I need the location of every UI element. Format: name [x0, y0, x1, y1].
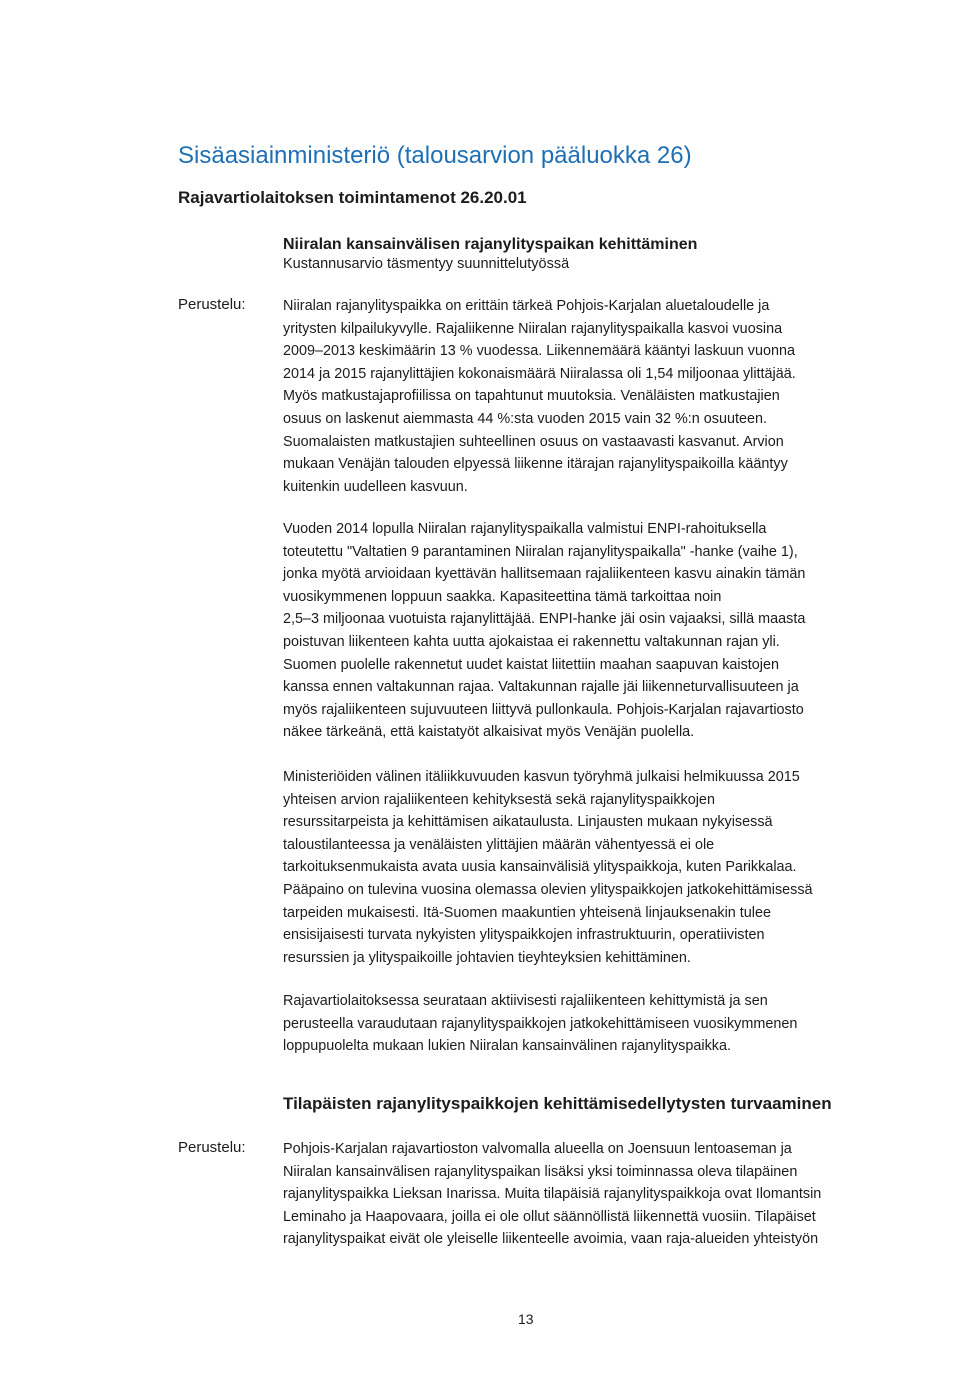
text-line: osuus on laskenut aiemmasta 44 %:sta vuoden 2015 vain 32 %:n osuuteen. — [283, 410, 768, 427]
text-line: myös rajaliikenteen sujuvuuteen liittyvä pullonkaula. Pohjois-Karjalan rajavartiosto — [283, 701, 804, 718]
paragraph — [283, 766, 883, 969]
text-line: näkee tärkeänä, että kaistatyöt alkaisivat myös Venäjän puolella. — [283, 724, 695, 741]
text-line: Myös matkustajaprofiilissa on tapahtunut muutoksia. Venäläisten matkustajien — [283, 388, 780, 405]
text-line: rajanylityspaikka Lieksan Inarissa. Muita tilapäisiä rajanylityspaikkoja ovat Ilomantsin — [283, 1186, 822, 1203]
text-line: loppupuolelta mukaan lukien Niiralan kansainvälinen rajanylityspaikka. — [283, 1038, 731, 1055]
text-line: Rajavartiolaitoksessa seurataan aktiivisesti rajaliikenteen kehittymistä ja sen — [283, 993, 768, 1009]
text-line: Suomen puolelle rakennetut uudet kaistat liitettiin maahan saapuvan kaistojen — [283, 656, 779, 673]
paragraph — [283, 518, 883, 744]
paragraph — [283, 295, 883, 498]
text-line: Suomalaisten matkustajien suhteellinen osuus on vastaavasti kasvanut. Arvion — [283, 433, 784, 450]
text-line: Leminaho ja Haapovaara, joilla ei ole ollut säännöllistä liikennettä vuosiin. Tilapäiset — [283, 1208, 816, 1225]
text-line: tarkoituksenmukaista avata uusia kansainvälisiä ylityspaikkoja, kuten Parikkalaa. — [283, 859, 797, 876]
text-line: jonka myötä arvioidaan kyettävän hallitsemaan rajaliikenteen kasvu ainakin tämän — [283, 566, 806, 583]
text-line: yritysten kilpailukyvylle. Rajaliikenne Niiralan rajanylityspaikalla kasvoi vuosina — [283, 320, 783, 337]
paragraph — [283, 1138, 883, 1251]
text-line: Niiralan kansainvälisen rajanylityspaikan lisäksi yksi toiminnassa oleva tilapäinen — [283, 1163, 798, 1180]
text-line: perusteella varaudutaan rajanylityspaikkojen jatkokehittämiseen vuosikymmenen — [283, 1015, 798, 1032]
text-line: 2009–2013 keskimäärin 13 % vuodessa. Liikennemäärä kääntyi laskuun vuonna — [283, 343, 795, 360]
text-line: Ministeriöiden välinen itäliikkuvuuden kasvun työryhmä julkaisi helmikuussa 2015 — [283, 769, 800, 785]
text-line: kuitenkin uudelleen kasvuun. — [283, 478, 468, 495]
text-line: ensisijaisesti turvata nykyisten ylityspaikkojen infrastruktuurin, operatiivisten — [283, 927, 765, 944]
text-line: 2014 ja 2015 rajanylittäjien kokonaismäärä Niiralassa oli 1,54 miljoonaa ylittäjää. — [283, 365, 796, 382]
text-line: Vuoden 2014 lopulla Niiralan rajanylityspaikalla valmistui ENPI-rahoituksella — [283, 521, 767, 537]
text-line: kanssa ennen valtakunnan rajaa. Valtakunnan rajalle jäi liikenneturvallisuuteen ja — [283, 679, 799, 696]
budget-item-heading: Rajavartiolaitoksen toimintamenot 26.20.01 — [178, 188, 527, 207]
text-line: poistuvan liikenteen kahta uutta ajokaistaa ei rakennettu valtakunnan rajan yli. — [283, 633, 780, 650]
text-line: Pääpaino on tulevina vuosina olemassa olevien ylityspaikkojen jatkokehittämisessä — [283, 881, 813, 898]
text-line: Niiralan rajanylityspaikka on erittäin tärkeä Pohjois-Karjalan aluetaloudelle ja — [283, 298, 770, 314]
text-line: tarpeiden mukaisesti. Itä-Suomen maakuntien yhteisenä linjauksenakin tulee — [283, 904, 771, 921]
text-line: 2,5–3 miljoonaa vuotuista rajanylittäjää. ENPI-hanke jäi osin vajaaksi, sillä maasta — [283, 611, 806, 628]
text-line: yhteisen arvion rajaliikenteen kehityksestä sekä rajanylityspaikkojen — [283, 791, 715, 808]
text-line: taloustilanteessa ja venäläisten ylittäjien määrän vähentyessä ei ole — [283, 836, 715, 853]
text-line: vuosikymmenen loppuun saakka. Kapasiteettina tämä tarkoittaa noin — [283, 588, 722, 605]
section-2-label: Perustelu: — [178, 1139, 246, 1156]
section-1-label: Perustelu: — [178, 296, 246, 313]
section-2-title: Tilapäisten rajanylityspaikkojen kehittämisedellytysten turvaaminen — [283, 1094, 832, 1113]
section-1-title: Niiralan kansainvälisen rajanylityspaikan kehittäminen — [283, 236, 698, 253]
page-title: Sisäasiainministeriö (talousarvion pääluokka 26) — [178, 142, 692, 169]
text-line: resurssien ja ylityspaikoille johtavien tieyhteyksien kehittäminen. — [283, 949, 691, 966]
text-line: resurssitarpeista ja kehittämisen aikataulusta. Linjausten mukaan nykyisessä — [283, 814, 773, 831]
text-line: rajanylityspaikat eivät ole yleiselle liikenteelle avoimia, vaan raja-alueiden yhteistyön — [283, 1231, 819, 1248]
section-1-subtitle: Kustannusarvio täsmentyy suunnittelutyössä — [283, 256, 570, 272]
text-line: Pohjois-Karjalan rajavartioston valvomalla alueella on Joensuun lentoaseman ja — [283, 1141, 792, 1157]
text-line: toteutettu "Valtatien 9 parantaminen Niiralan rajanylityspaikalla" -hanke (vaihe 1), — [283, 543, 798, 560]
page-number: 13 — [518, 1311, 534, 1327]
text-line: mukaan Venäjän talouden elpyessä liikenne itärajan rajanylityspaikoilla kääntyy — [283, 456, 788, 473]
paragraph — [283, 990, 883, 1058]
